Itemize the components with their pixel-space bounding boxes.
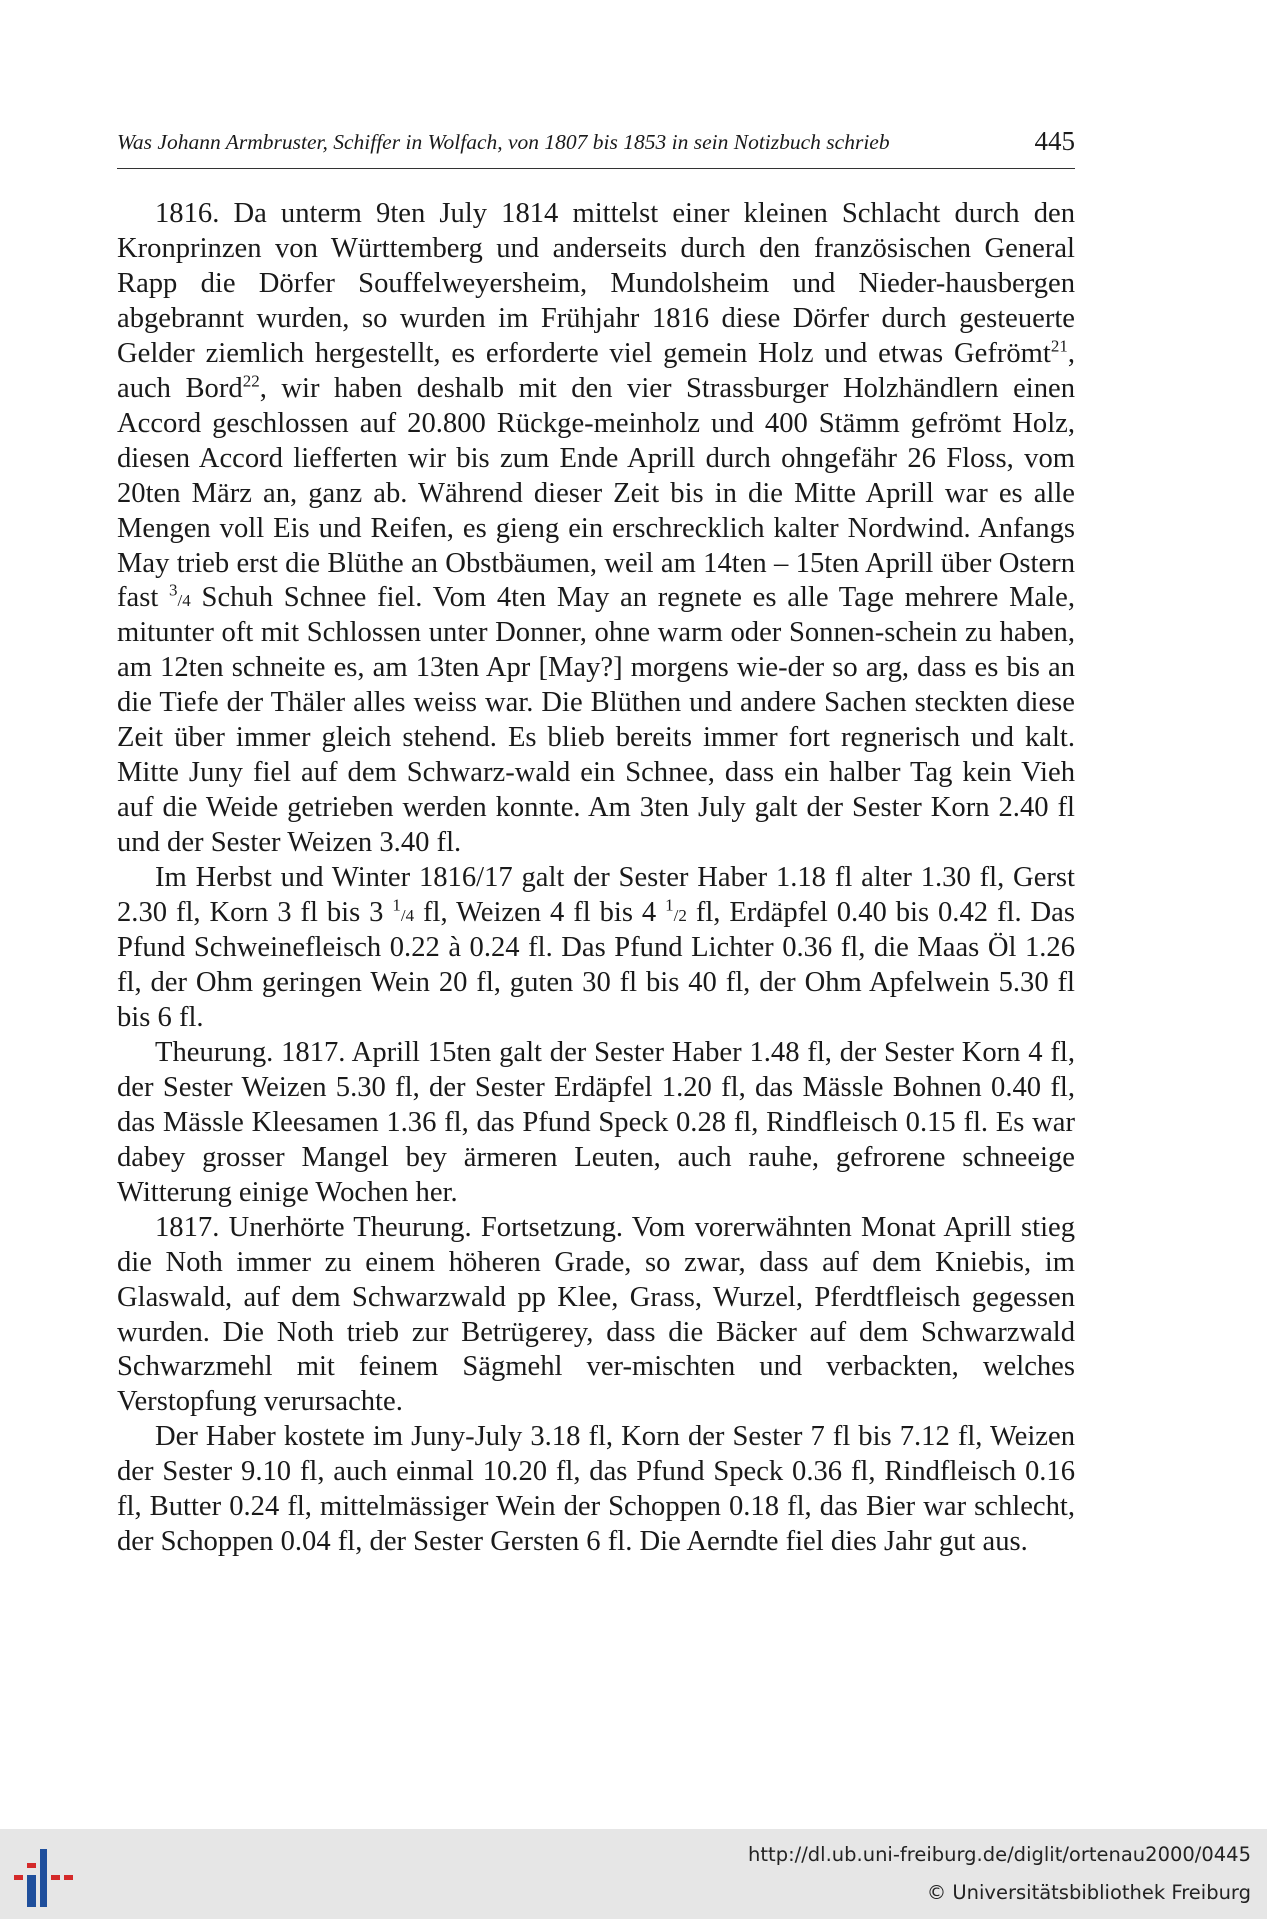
ub-freiburg-logo-icon[interactable] bbox=[10, 1841, 80, 1911]
paragraph-text: Schuh Schnee fiel. Vom 4ten May an regnete es alle Tage mehrere Male, mitunter oft mit Schlossen unter Donner, ohne warm oder Sonnen-schein zu haben, am 12ten schneite es, am 13ten Apr [May?] morgens wie-der so arg, dass es bis an die Tiefe der Thäler alles weiss war. Die Blüthen und andere Sachen steckten diese Zeit über immer gleich stehend. Es blieb bereits immer fort regnerisch und kalt. Mitte Juny fiel auf dem Schwarz-wald ein Schnee, dass ein halber Tag kein Vieh auf die Weide getrieben werden konnte. Am 3ten July galt der Sester Korn 2.40 fl und der Sester Weizen 3.40 fl. bbox=[117, 582, 1075, 859]
page-header bbox=[117, 122, 1075, 169]
fraction-denominator: /2 bbox=[673, 906, 687, 926]
paragraph-1816 bbox=[117, 197, 1075, 861]
running-title: Was Johann Armbruster, Schiffer in Wolfach, von 1807 bis 1853 in sein Notizbuch schrieb bbox=[117, 130, 890, 154]
paragraph-text: fl, Weizen 4 fl bis 4 bbox=[414, 897, 666, 929]
footnote-ref-22[interactable]: 22 bbox=[242, 371, 260, 391]
copyright-notice: © Universitätsbibliothek Freiburg bbox=[926, 1881, 1251, 1904]
paragraph-text: , auch Bord bbox=[117, 337, 1075, 404]
fraction-numerator: 3 bbox=[169, 580, 178, 600]
paragraph-text: , wir haben deshalb mit den vier Strassburger Holzhändlern einen Accord geschlossen auf 20.800 Rückge-meinholz und 400 Stämm gefrömt Holz, diesen Accord liefferten wir bis zum Ende Aprill durch ohngefähr 26 Floss, vom 20ten März an, ganz ab. Während dieser Zeit bis in die Mitte Aprill war es alle Mengen voll Eis und Reifen, es gieng ein erschrecklich kalter Nordwind. Anfangs May trieb erst die Blüthe an Obstbäumen, weil am 14ten – 15ten Aprill über Ostern fast bbox=[117, 372, 1076, 614]
paragraph-herbst-winter bbox=[117, 861, 1075, 1036]
footnote-ref-21[interactable]: 21 bbox=[1050, 336, 1068, 356]
source-url-link[interactable]: http://dl.ub.uni-freiburg.de/diglit/ortenau2000/0445 bbox=[748, 1843, 1251, 1866]
paragraph-fortsetzung: 1817. Unerhörte Theurung. Fortsetzung. Vom vorerwähnten Monat Aprill stieg die Noth immer zu einem höheren Grade, so zwar, dass auf dem Kniebis, im Glaswald, auf dem Schwarzwald pp Klee, Grass, Wurzel, Pferdtfleisch gegessen wurden. Die Noth trieb zur Betrügerey, dass die Bäcker auf dem Schwarzwald Schwarzmehl mit feinem Sägmehl ver-mischten und verbackten, welches Verstopfung verursachte. bbox=[117, 1211, 1075, 1418]
fraction-numerator: 1 bbox=[665, 895, 674, 915]
paragraph-text: fl, Erdäpfel 0.40 bis 0.42 fl. Das Pfund Schweinefleisch 0.22 à 0.24 fl. Das Pfund Lichter 0.36 fl, die Maas Öl 1.26 fl, der Ohm geringen Wein 20 fl, guten 30 fl bis 40 fl, der Ohm Apfelwein 5.30 fl bis 6 fl. bbox=[117, 897, 1075, 1033]
page-number: 445 bbox=[1034, 126, 1075, 156]
paragraph-haber-kostete: Der Haber kostete im Juny-July 3.18 fl, Korn der Sester 7 fl bis 7.12 fl, Weizen der Sester 9.10 fl, auch einmal 10.20 fl, das Pfund Speck 0.36 fl, Rindfleisch 0.16 fl, Butter 0.24 fl, mittelmässiger Wein der Schoppen 0.18 fl, das Bier war schlecht, der Schoppen 0.04 fl, der Sester Gersten 6 fl. Die Aerndte fiel dies Jahr gut aus. bbox=[117, 1421, 1075, 1558]
body-text bbox=[117, 197, 1075, 1560]
fraction-denominator: /4 bbox=[177, 591, 191, 611]
fraction-numerator: 1 bbox=[392, 895, 401, 915]
footer-band bbox=[0, 1829, 1267, 1919]
paragraph-text: Im Herbst und Winter 1816/17 galt der Sester Haber 1.18 fl alter 1.30 fl, Gerst 2.30 fl, Korn 3 fl bis 3 bbox=[117, 862, 1075, 929]
fraction-denominator: /4 bbox=[400, 906, 415, 926]
paragraph-theurung-1817: Theurung. 1817. Aprill 15ten galt der Sester Haber 1.48 fl, der Sester Korn 4 fl, der Sester Weizen 5.30 fl, der Sester Erdäpfel 1.20 fl, das Mässle Bohnen 0.40 fl, das Mässle Kleesamen 1.36 fl, das Pfund Speck 0.28 fl, Rindfleisch 0.15 fl. Es war dabey grosser Mangel bey ärmeren Leuten, auch rauhe, gefrorene schneeige Witterung einige Wochen her. bbox=[117, 1036, 1075, 1208]
paragraph-text: 1816. Da unterm 9ten July 1814 mittelst einer kleinen Schlacht durch den Kronprinzen von Württemberg und anderseits durch den französischen General Rapp die Dörfer Souffelweyersheim, Mundolsheim und Nieder-hausbergen abgebrannt wurden, so wurden im Frühjahr 1816 diese Dörfer durch gesteuerte Gelder ziemlich hergestellt, es erforderte viel gemein Holz und etwas Gefrömt bbox=[117, 198, 1075, 369]
